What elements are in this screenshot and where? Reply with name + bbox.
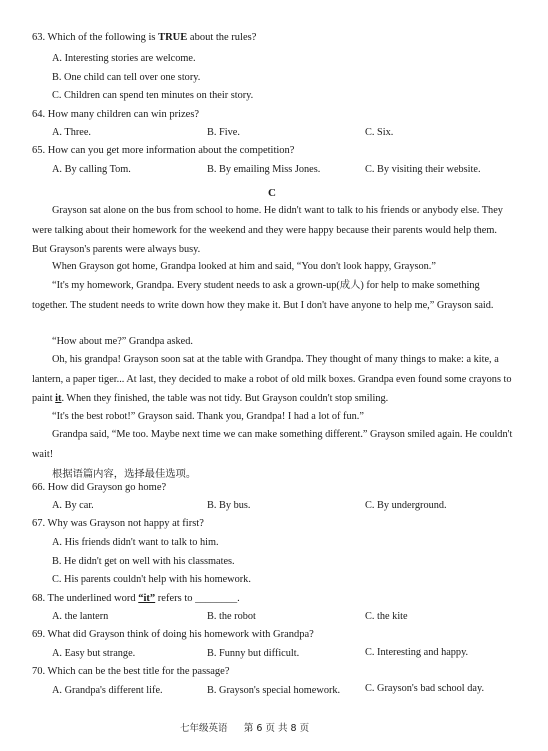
stem-text: refers to ________. bbox=[155, 593, 240, 604]
question-66-option-c: C. By underground. bbox=[365, 500, 447, 511]
question-69-option-a: A. Easy but strange. bbox=[52, 648, 136, 659]
passage-paragraph-5 bbox=[32, 350, 514, 409]
question-64-option-b: B. Five. bbox=[207, 127, 240, 138]
question-67-option-c: C. His parents couldn't help with his homework. bbox=[52, 574, 251, 585]
underlined-word: “it” bbox=[138, 593, 156, 604]
stem-text: 63. Which of the following is bbox=[32, 32, 159, 43]
question-69-option-b: B. Funny but difficult. bbox=[207, 648, 300, 659]
question-67-stem: 67. Why was Grayson not happy at first? bbox=[32, 518, 204, 529]
question-70-stem: 70. Which can be the best title for the passage? bbox=[32, 666, 230, 677]
passage-paragraph-6: “It's the best robot!” Grayson said. Thank you, Grandpa! I had a lot of fun.” bbox=[52, 411, 364, 422]
question-70-option-a: A. Grandpa's different life. bbox=[52, 685, 163, 696]
footer-subject: 七年级英语 bbox=[180, 723, 228, 734]
question-67-option-a: A. His friends didn't want to talk to him. bbox=[52, 537, 219, 548]
question-67-option-b: B. He didn't get on well with his classmates. bbox=[52, 556, 235, 567]
question-70-option-c: C. Grayson's bad school day. bbox=[365, 683, 485, 694]
stem-bold-text: TRUE bbox=[158, 32, 188, 43]
paragraph-text: . When they finished, the table was not tidy. But Grayson couldn't stop smiling. bbox=[61, 393, 389, 404]
question-65-option-c: C. By visiting their website. bbox=[365, 164, 481, 175]
question-70-option-b: B. Grayson's special homework. bbox=[207, 685, 341, 696]
question-68-option-c: C. the kite bbox=[365, 611, 408, 622]
question-63-option-a: A. Interesting stories are welcome. bbox=[52, 53, 196, 64]
stem-text: about the rules? bbox=[187, 32, 257, 43]
passage-paragraph-7: Grandpa said, “Me too. Maybe next time we can make something different.” Grayson smiled again. He couldn't wait! bbox=[32, 429, 513, 460]
passage-paragraph-3: “It's my homework, Grandpa. Every student needs to ask a grown-up(成人) for help to make something together. The student needs to write down how they make it. But I don't have anyone to help me,” Grayson said. bbox=[32, 280, 494, 311]
question-66-option-a: A. By car. bbox=[52, 500, 94, 511]
question-64-option-c: C. Six. bbox=[365, 127, 394, 138]
passage-paragraph-4: “How about me?” Grandpa asked. bbox=[52, 336, 193, 347]
question-64-stem: 64. How many children can win prizes? bbox=[32, 109, 200, 120]
question-64-option-a: A. Three. bbox=[52, 127, 91, 138]
question-65-stem: 65. How can you get more information about the competition? bbox=[32, 145, 295, 156]
instruction-text: 根据语篇内容，选择最佳选项。 bbox=[52, 468, 197, 480]
question-66-stem: 66. How did Grayson go home? bbox=[32, 482, 167, 493]
section-label: C bbox=[268, 187, 276, 199]
question-63-stem bbox=[32, 32, 256, 43]
passage-paragraph-1: Grayson sat alone on the bus from school to home. He didn't want to talk to his friends or anybody else. They were talking about their homework for the weekend and they were happy because their parents would help them. But Grayson's parents were always busy. bbox=[32, 205, 503, 255]
paragraph-text: Oh, his grandpa! Grayson soon sat at the table with Grandpa. They thought of many things to make: a kite, a lantern, a paper tiger... At last, they decided to make a robot of old milk boxes. Grandpa even found some crayons to paint bbox=[32, 354, 512, 404]
stem-text: 68. The underlined word bbox=[32, 593, 139, 604]
footer-page-number: 第 6 页 共 8 页 bbox=[243, 723, 310, 734]
question-65-option-a: A. By calling Tom. bbox=[52, 164, 131, 175]
passage-paragraph-2: When Grayson got home, Grandpa looked at him and said, “You don't look happy, Grayson.” bbox=[52, 261, 436, 272]
question-65-option-b: B. By emailing Miss Jones. bbox=[207, 164, 321, 175]
question-63-option-c: C. Children can spend ten minutes on their story. bbox=[52, 90, 254, 101]
question-68-stem bbox=[32, 593, 240, 604]
footer bbox=[180, 720, 309, 734]
question-68-option-a: A. the lantern bbox=[52, 611, 109, 622]
question-69-option-c: C. Interesting and happy. bbox=[365, 647, 469, 658]
question-63-option-b: B. One child can tell over one story. bbox=[52, 72, 201, 83]
underlined-word: it bbox=[55, 393, 62, 404]
question-66-option-b: B. By bus. bbox=[207, 500, 251, 511]
question-69-stem: 69. What did Grayson think of doing his homework with Grandpa? bbox=[32, 629, 314, 640]
question-68-option-b: B. the robot bbox=[207, 611, 256, 622]
